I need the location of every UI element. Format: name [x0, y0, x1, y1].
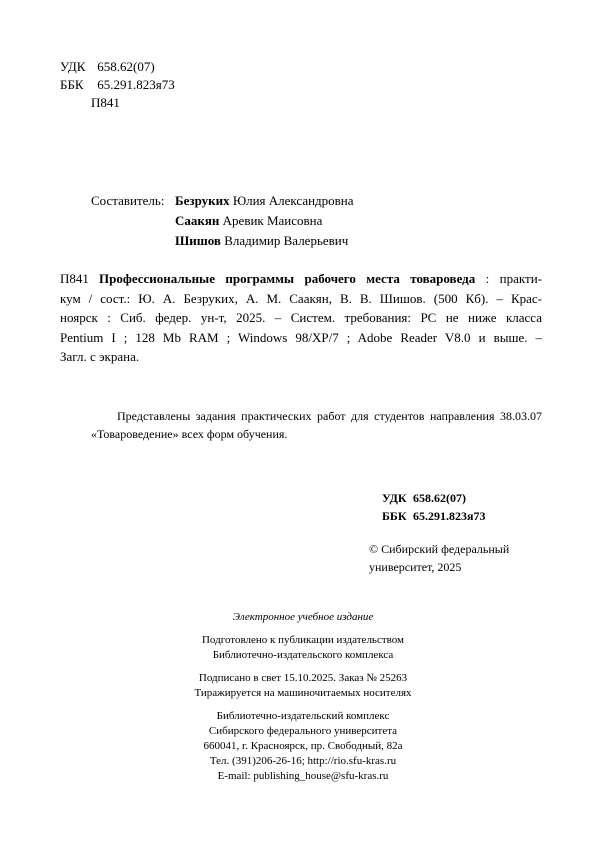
compiler-row — [91, 231, 354, 251]
entry-line: Pentium I ; 128 Mb RAM ; Windows 98/XP/7 ; Adobe Reader V8.0 и выше. – — [60, 329, 542, 345]
edition-type: Электронное учебное издание — [232, 611, 374, 623]
abstract-line: «Товароведение» всех форм обучения. — [91, 427, 288, 441]
imprint-line: 660041, г. Красноярск, пр. Свободный, 82а — [203, 740, 403, 752]
compiler-name: Владимир Валерьевич — [224, 233, 349, 248]
entry-line: Загл. с экрана. — [60, 349, 140, 364]
imprint-line: Библиотечно-издательского комплекса — [212, 649, 394, 661]
compiler-surname: Саакян — [175, 213, 220, 228]
udk-value: 658.62(07) — [97, 59, 155, 74]
copyright-line: © Сибирский федеральный — [369, 542, 510, 556]
udk-row — [382, 489, 486, 507]
entry-code: П841 — [60, 271, 89, 286]
author-mark: П841 — [91, 95, 120, 110]
compiler-row — [91, 211, 354, 231]
entry-line-rest: : практи- — [475, 271, 542, 286]
copyright — [369, 540, 509, 576]
classification-bottom — [382, 489, 486, 525]
entry-title: Профессиональные программы рабочего места товароведа — [99, 271, 476, 286]
udk-label: УДК — [382, 491, 407, 505]
udk-row — [60, 58, 175, 76]
imprint-line: Тиражируется на машиночитаемых носителях — [194, 687, 412, 699]
bbk-value: 65.291.823я73 — [413, 509, 486, 523]
bbk-row — [382, 507, 486, 525]
compilers-prefix: Составитель: — [91, 193, 165, 208]
entry-line — [99, 269, 542, 289]
udk-value: 658.62(07) — [413, 491, 466, 505]
abstract — [91, 407, 542, 443]
bbk-row — [60, 76, 175, 94]
imprint-line: E-mail: publishing_house@sfu-kras.ru — [217, 770, 389, 782]
copyright-line: университет, 2025 — [369, 560, 462, 574]
bibliographic-entry — [60, 269, 542, 367]
imprint — [150, 610, 456, 784]
bbk-value: 65.291.823я73 — [97, 77, 175, 92]
compiler-name: Юлия Александровна — [232, 193, 354, 208]
imprint-line: Подписано в свет 15.10.2025. Заказ № 25263 — [198, 672, 408, 684]
entry-line: кум / сост.: Ю. А. Безруких, А. М. Саакян, В. В. Шишов. (500 Кб). – Крас- — [60, 290, 542, 306]
compiler-row — [91, 191, 354, 211]
classification-block — [60, 58, 175, 112]
compiler-surname: Шишов — [175, 233, 221, 248]
imprint-line: Сибирского федерального университета — [208, 725, 398, 737]
entry-line: ноярск : Сиб. федер. ун-т, 2025. – Систем. требования: PC не ниже класса — [60, 310, 542, 325]
compiler-surname: Безруких — [175, 193, 230, 208]
imprint-line: Подготовлено к публикации издательством — [201, 634, 405, 646]
compilers-block — [91, 191, 354, 251]
imprint-line: Библиотечно-издательский комплекс — [216, 710, 390, 722]
compiler-name: Аревик Маисовна — [222, 213, 323, 228]
udk-label: УДК — [60, 59, 86, 74]
bbk-label: ББК — [60, 77, 84, 92]
imprint-line: Тел. (391)206-26-16; http://rio.sfu-kras.ru — [209, 755, 397, 767]
bbk-label: ББК — [382, 509, 407, 523]
abstract-line: Представлены задания практических работ для студентов направления 38.03.07 — [117, 409, 542, 423]
